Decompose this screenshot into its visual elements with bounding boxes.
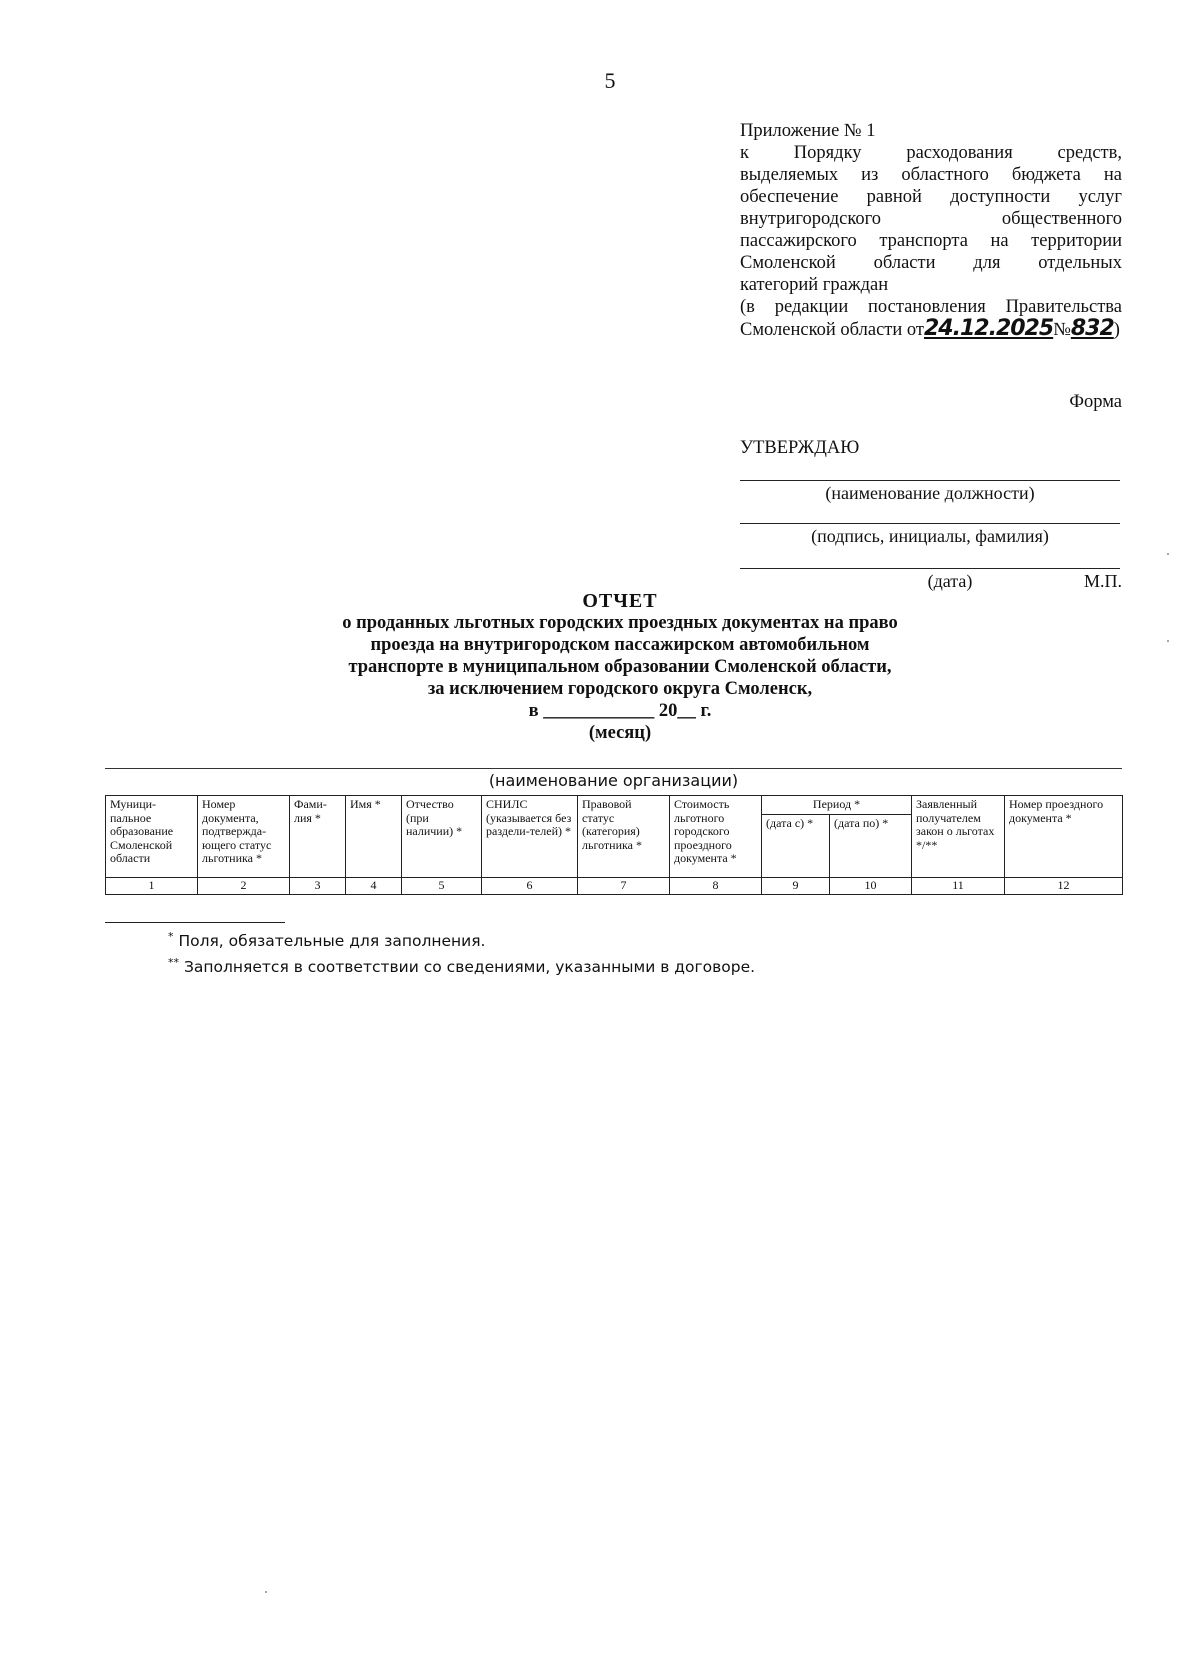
header-legal-status: Правовой статус (категория) льготника * bbox=[578, 796, 670, 878]
column-number: 1 bbox=[106, 878, 198, 895]
header-date-to: (дата по) * bbox=[830, 815, 912, 878]
header-surname: Фами-лия * bbox=[290, 796, 346, 878]
header-snils: СНИЛС (указывается без раздели-телей) * bbox=[482, 796, 578, 878]
scan-speck bbox=[265, 1591, 267, 1593]
month-caption: (месяц) bbox=[588, 723, 652, 743]
footnote-mark: * bbox=[168, 930, 174, 943]
table-header-row bbox=[106, 796, 1123, 815]
header-date-from: (дата с) * bbox=[762, 815, 830, 878]
header-municipality: Муници-пальное образование Смоленской области bbox=[106, 796, 198, 878]
column-number: 12 bbox=[1005, 878, 1123, 895]
header-law: Заявленный получателем закон о льготах */** bbox=[912, 796, 1005, 878]
handwritten-number: 832 bbox=[1070, 316, 1114, 341]
closing-parenthesis: ) bbox=[1113, 320, 1120, 340]
signature-caption: (подпись, инициалы, фамилия) bbox=[811, 526, 1049, 546]
header-cost: Стоимость льготного городского проездного документа * bbox=[670, 796, 762, 878]
column-number: 4 bbox=[346, 878, 402, 895]
footnotes bbox=[168, 926, 755, 978]
appendix-line: категорий граждан bbox=[740, 275, 889, 295]
column-number: 11 bbox=[912, 878, 1005, 895]
header-ticket-number: Номер проездного документа * bbox=[1005, 796, 1123, 878]
appendix-line: Приложение № 1 bbox=[740, 121, 876, 141]
date-signature-line bbox=[740, 568, 1120, 569]
position-caption: (наименование должности) bbox=[825, 483, 1035, 503]
header-patronymic: Отчество (при наличии) * bbox=[402, 796, 482, 878]
footnote-text: Поля, обязательные для заполнения. bbox=[178, 932, 486, 951]
footnote-separator bbox=[105, 922, 285, 923]
report-period-line: в ____________ 20__ г. bbox=[528, 701, 712, 721]
date-caption: (дата) bbox=[927, 571, 973, 591]
scan-speck bbox=[1167, 640, 1169, 642]
column-number: 3 bbox=[290, 878, 346, 895]
table-row bbox=[106, 878, 1123, 895]
appendix-line: к Порядку расходования средств, bbox=[740, 143, 1122, 163]
column-number: 9 bbox=[762, 878, 830, 895]
appendix-line: внутригородского общественного bbox=[740, 209, 1122, 229]
appendix-edition-line bbox=[740, 318, 1122, 341]
appendix-line: пассажирского транспорта на территории bbox=[740, 231, 1122, 251]
report-table bbox=[105, 795, 1123, 895]
handwritten-date: 24.12.2025 bbox=[924, 316, 1054, 341]
scan-speck bbox=[1167, 553, 1169, 555]
column-number: 7 bbox=[578, 878, 670, 895]
column-number: 6 bbox=[482, 878, 578, 895]
organization-caption: (наименование организации) bbox=[488, 771, 739, 790]
column-number: 2 bbox=[198, 878, 290, 895]
footnote-mark: ** bbox=[168, 956, 179, 970]
report-title-block bbox=[320, 590, 920, 744]
header-name: Имя * bbox=[346, 796, 402, 878]
appendix-block bbox=[740, 120, 1122, 341]
footnote-required bbox=[168, 926, 755, 952]
report-heading: ОТЧЕТ bbox=[582, 590, 658, 612]
appendix-line: обеспечение равной доступности услуг bbox=[740, 187, 1122, 207]
position-signature-line bbox=[740, 480, 1120, 481]
form-label: Форма bbox=[1069, 392, 1122, 412]
column-number: 10 bbox=[830, 878, 912, 895]
footnote-contract bbox=[168, 952, 755, 978]
name-signature-line bbox=[740, 523, 1120, 524]
column-number: 8 bbox=[670, 878, 762, 895]
page-number: 5 bbox=[604, 68, 616, 93]
header-document-number: Номер документа, подтвержда-ющего статус льготника * bbox=[198, 796, 290, 878]
number-sign: № bbox=[1053, 320, 1071, 340]
appendix-edition-prefix: Смоленской области от bbox=[740, 320, 924, 340]
column-number: 5 bbox=[402, 878, 482, 895]
approve-title: УТВЕРЖДАЮ bbox=[740, 438, 860, 458]
report-title-line: о проданных льготных городских проездных документах на право bbox=[342, 613, 898, 633]
appendix-line: выделяемых из областного бюджета на bbox=[740, 165, 1122, 185]
report-title-line: за исключением городского округа Смоленск, bbox=[427, 679, 813, 699]
footnote-text: Заполняется в соответствии со сведениями, указанными в договоре. bbox=[183, 958, 756, 977]
organization-line bbox=[105, 768, 1122, 769]
report-title-line: транспорте в муниципальном образовании Смоленской области, bbox=[348, 657, 892, 677]
report-title-line: проезда на внутригородском пассажирском автомобильном bbox=[370, 635, 870, 655]
appendix-line: Смоленской области для отдельных bbox=[740, 253, 1122, 273]
header-period: Период * bbox=[762, 796, 912, 815]
stamp-label: М.П. bbox=[1083, 571, 1122, 591]
appendix-line: (в редакции постановления Правительства bbox=[740, 297, 1122, 317]
